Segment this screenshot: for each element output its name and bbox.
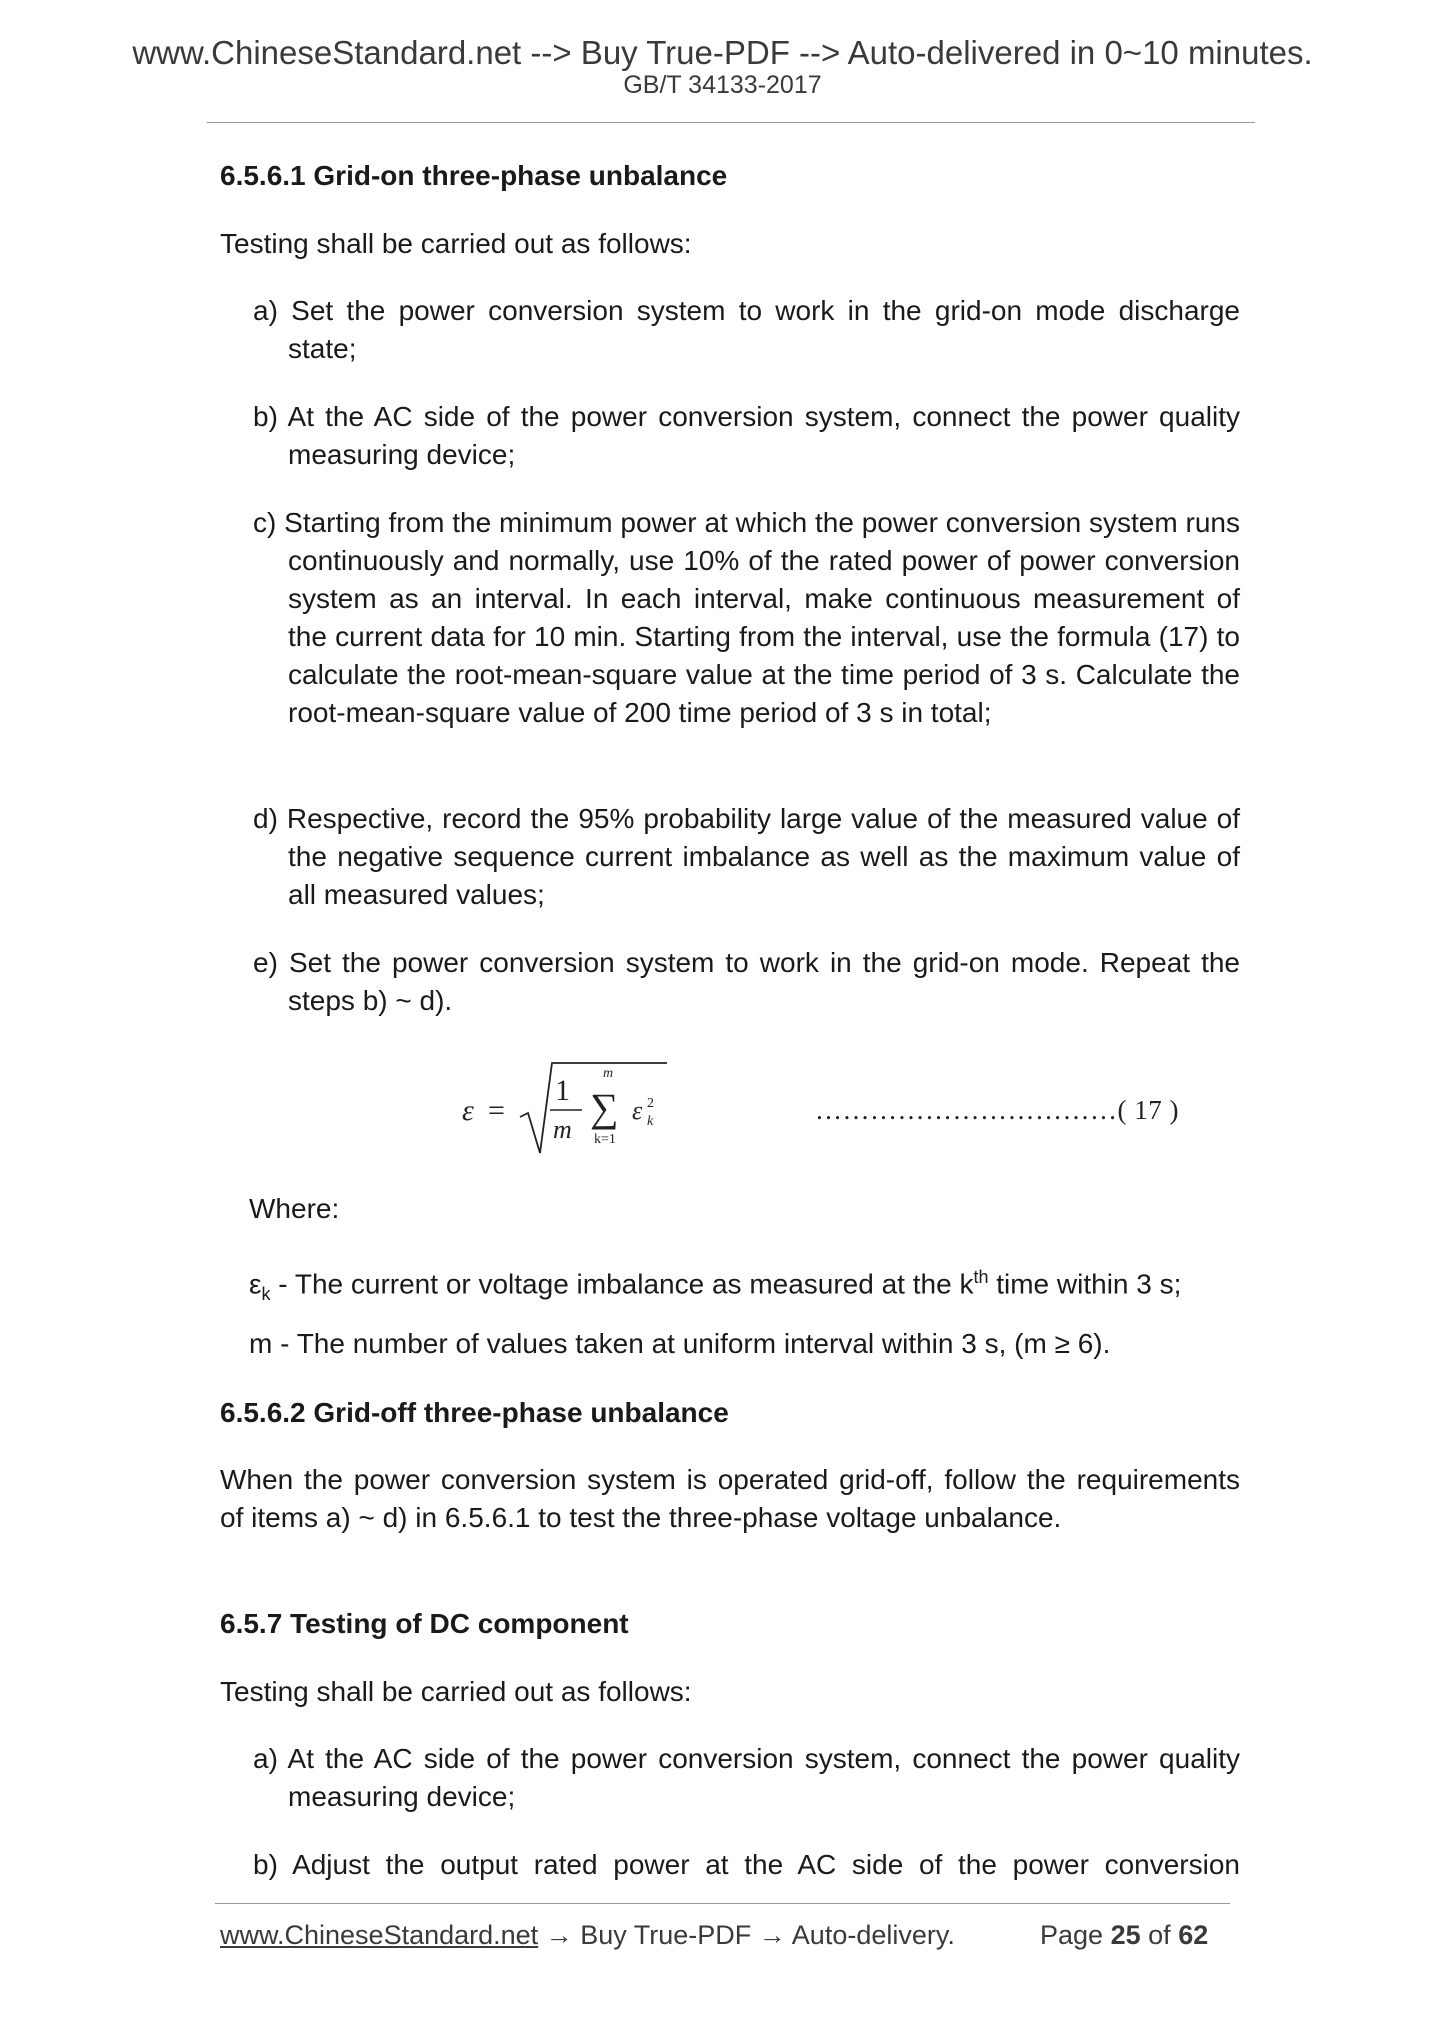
list-item-b (253, 398, 1240, 474)
list-label: e) (253, 947, 278, 978)
footer-delivery-text: Auto-delivery. (791, 1920, 955, 1950)
formula-leader: …………………………… (815, 1095, 1118, 1125)
list-item-a (253, 292, 1240, 368)
page-number: 25 (1110, 1920, 1141, 1950)
section-heading-6561: 6.5.6.1 Grid-on three-phase unbalance (220, 160, 728, 191)
footer-link[interactable]: www.ChineseStandard.net (220, 1920, 539, 1950)
footer-buy-text: Buy True-PDF (580, 1920, 752, 1950)
formula-label: ( 17 ) (1117, 1095, 1179, 1125)
section-657-intro: Testing shall be carried out as follows: (220, 1676, 692, 1707)
formula-equals: = (488, 1094, 505, 1127)
list-label: d) (253, 803, 278, 834)
footer-left (220, 1922, 955, 1949)
sigma-icon: ∑ (590, 1085, 619, 1130)
formula-lhs: ε (462, 1094, 474, 1127)
section-6562-text: When the power conversion system is operated grid-off, follow the requirements of items a) ~ d) in 6.5.6.1 to test the three-phase voltage unbalance. (220, 1464, 1240, 1533)
list-label: b) (253, 401, 278, 432)
banner-text[interactable]: www.ChineseStandard.net --> Buy True-PDF --> Auto-delivered in 0~10 minutes. (132, 34, 1313, 71)
sum-upper-limit: m (603, 1066, 614, 1081)
summand-superscript: 2 (647, 1096, 654, 1111)
def-text-end: time within 3 s; (988, 1268, 1182, 1300)
list-text: Set the power conversion system to work in the grid-on mode. Repeat the steps b) ~ d). (288, 947, 1241, 1016)
list-label: c) (253, 507, 277, 538)
formula-number (815, 1095, 1179, 1126)
standard-number: GB/T 34133-2017 (623, 71, 822, 99)
arrow-right-icon: → (758, 1920, 786, 1950)
list-text: Respective, record the 95% probability large value of the measured value of the negative sequence current imbalance as well as the maximum value of all measured values; (286, 803, 1241, 910)
list-text: At the AC side of the power conversion system, connect the power quality measuring device; (287, 1743, 1240, 1812)
page-indicator (1040, 1922, 1208, 1949)
definition-m: m - The number of values taken at uniform interval within 3 s, (m ≥ 6). (249, 1328, 1111, 1359)
list-label: a) (253, 1743, 278, 1774)
formula-denominator: m (553, 1115, 572, 1144)
list-label: b) (253, 1849, 278, 1880)
list-text: At the AC side of the power conversion system, connect the power quality measuring device; (287, 401, 1240, 470)
def-symbol-subscript: k (261, 1283, 271, 1304)
list-item-a (253, 1740, 1240, 1816)
of-word: of (1148, 1920, 1171, 1950)
list-item-e (253, 944, 1240, 1020)
page-total: 62 (1178, 1920, 1209, 1950)
list-text: Starting from the minimum power at which the power conversion system runs continuously and normally, use 10% of the rated power of power conversion system as an interval. In each interval, make continuous measurement of the current data for 10 min. Starting from the interval, use the formula (17) to calculate the root-mean-square value at the time period of 3 s. Calculate the root-mean-square value of 200 time period of 3 s in total; (284, 507, 1240, 728)
formula-summand: ε (632, 1096, 643, 1125)
section-heading-657: 6.5.7 Testing of DC component (220, 1608, 629, 1639)
page-word: Page (1040, 1920, 1104, 1950)
list-item-d (253, 800, 1240, 914)
section-heading-6562: 6.5.6.2 Grid-off three-phase unbalance (220, 1397, 729, 1428)
definition-epsilon-k (249, 1258, 1181, 1313)
def-symbol: ε (249, 1268, 262, 1300)
list-text: Adjust the output rated power at the AC side of the power conversion (292, 1849, 1240, 1880)
section-intro: Testing shall be carried out as follows: (220, 228, 692, 259)
arrow-right-icon: → (545, 1920, 573, 1950)
summand-subscript: k (647, 1114, 654, 1129)
def-text: - The current or voltage imbalance as measured at the k (270, 1268, 974, 1300)
list-text: Set the power conversion system to work in the grid-on mode discharge state; (288, 295, 1240, 364)
list-label: a) (253, 295, 278, 326)
list-item-b (253, 1846, 1240, 1884)
list-item-c (253, 504, 1240, 732)
header-divider (207, 122, 1255, 123)
def-superscript: th (973, 1267, 989, 1287)
formula-numerator: 1 (555, 1074, 570, 1107)
footer-divider (215, 1903, 1230, 1904)
sum-lower-limit: k=1 (594, 1132, 616, 1147)
where-label: Where: (249, 1193, 340, 1224)
